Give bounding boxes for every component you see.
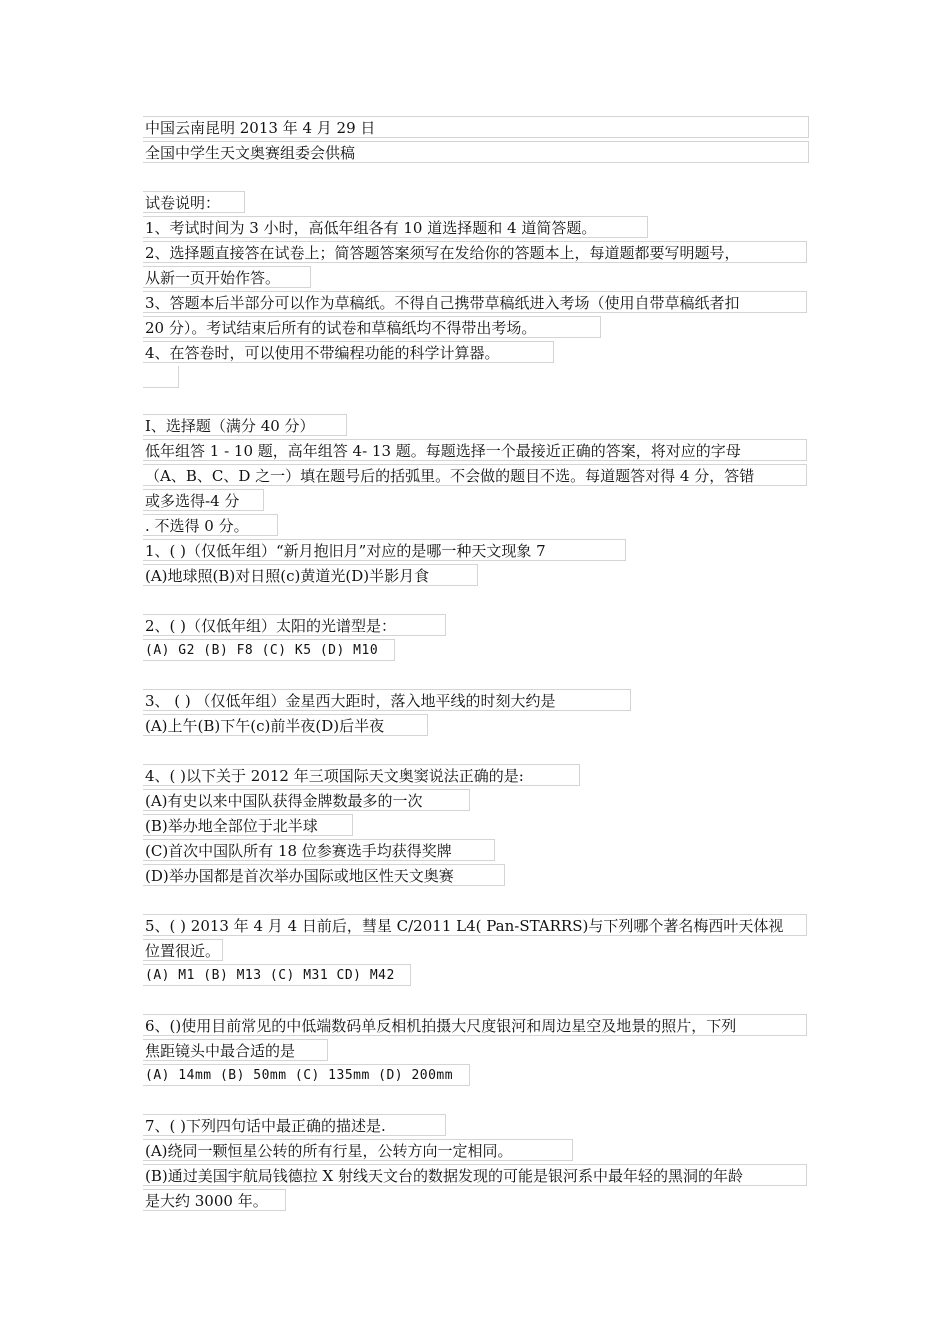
section-1-desc-line-1: 低年组答 1 - 10 题，高年组答 4- 13 题。每题选择一个最接近正确的答案，将对应的字母 [143,439,807,461]
header-date-place: 中国云南昆明 2013 年 4 月 29 日 [143,116,809,138]
question-5-options: (A) M1 (B) M13 (C) M31 CD) M42 [143,964,411,986]
question-4-option-b: (B)举办地全部位于北半球 [143,814,353,836]
question-4-option-d: (D)举办国都是首次举办国际或地区性天文奥赛 [143,864,505,886]
question-6-line-1: 6、()使用目前常见的中低端数码单反相机拍摄大尺度银河和周边星空及地景的照片，下列 [143,1014,807,1036]
question-2-options: (A) G2 (B) F8 (C) K5 (D) M10 [143,639,395,661]
instruction-item-2-line-1: 2、选择题直接答在试卷上；简答题答案须写在发给你的答题本上，每道题都要写明题号， [143,241,807,263]
section-1-desc-line-2: （A、B、C、D 之一）填在题号后的括弧里。不会做的题目不选。每道题答对得 4 分，答错 [143,464,807,486]
question-3: 3、 ( ) （仅低年组）金星西大距时，落入地平线的时刻大约是 [143,689,631,711]
empty-cell [143,366,179,388]
instruction-item-1: 1、考试时间为 3 小时，高低年组各有 10 道选择题和 4 道简答题。 [143,216,648,238]
question-4-option-a: (A)有史以来中国队获得金牌数最多的一次 [143,789,470,811]
question-4: 4、( )以下关于 2012 年三项国际天文奥窦说法正确的是: [143,764,580,786]
header-provider: 全国中学生天文奥赛组委会供稿 [143,141,809,163]
question-1-options: (A)地球照(B)对日照(c)黄道光(D)半影月食 [143,564,478,586]
section-1-desc-line-4: . 不选得 0 分。 [143,514,278,536]
question-7-option-b-line-1: (B)通过美国宇航局钱德拉 X 射线天文台的数据发现的可能是银河系中最年轻的黑洞的年龄 [143,1164,807,1186]
question-6-options: (A) 14mm (B) 50mm (C) 135mm (D) 200mm [143,1064,470,1086]
instruction-item-4: 4、在答卷时，可以使用不带编程功能的科学计算器。 [143,341,554,363]
section-1-desc-line-3: 或多选得-4 分 [143,489,264,511]
question-5-line-2: 位置很近。 [143,939,223,961]
section-1-title: I、选择题（满分 40 分） [143,414,347,436]
question-6-line-2: 焦距镜头中最合适的是 [143,1039,328,1061]
question-1: 1、( )（仅低年组）“新月抱旧月”对应的是哪一种天文现象 7 [143,539,626,561]
question-2: 2、( )（仅低年组）太阳的光谱型是： [143,614,446,636]
instruction-item-3-line-2: 20 分）。考试结束后所有的试卷和草稿纸均不得带出考场。 [143,316,601,338]
instructions-title: 试卷说明： [143,191,245,213]
question-5-line-1: 5、( ) 2013 年 4 月 4 日前后，彗星 C/2011 L4( Pan-STARRS)与下列哪个著名梅西叶天体视 [143,914,807,936]
instruction-item-2-line-2: 从新一页开始作答。 [143,266,311,288]
instruction-item-3-line-1: 3、答题本后半部分可以作为草稿纸。不得自己携带草稿纸进入考场（使用自带草稿纸者扣 [143,291,807,313]
question-3-options: (A)上午(B)下午(c)前半夜(D)后半夜 [143,714,428,736]
question-7: 7、( )下列四句话中最正确的描述是. [143,1114,446,1136]
question-4-option-c: (C)首次中国队所有 18 位参赛选手均获得奖牌 [143,839,495,861]
question-7-option-b-line-2: 是大约 3000 年。 [143,1189,286,1211]
question-7-option-a: (A)绕同一颗恒星公转的所有行星，公转方向一定相同。 [143,1139,573,1161]
